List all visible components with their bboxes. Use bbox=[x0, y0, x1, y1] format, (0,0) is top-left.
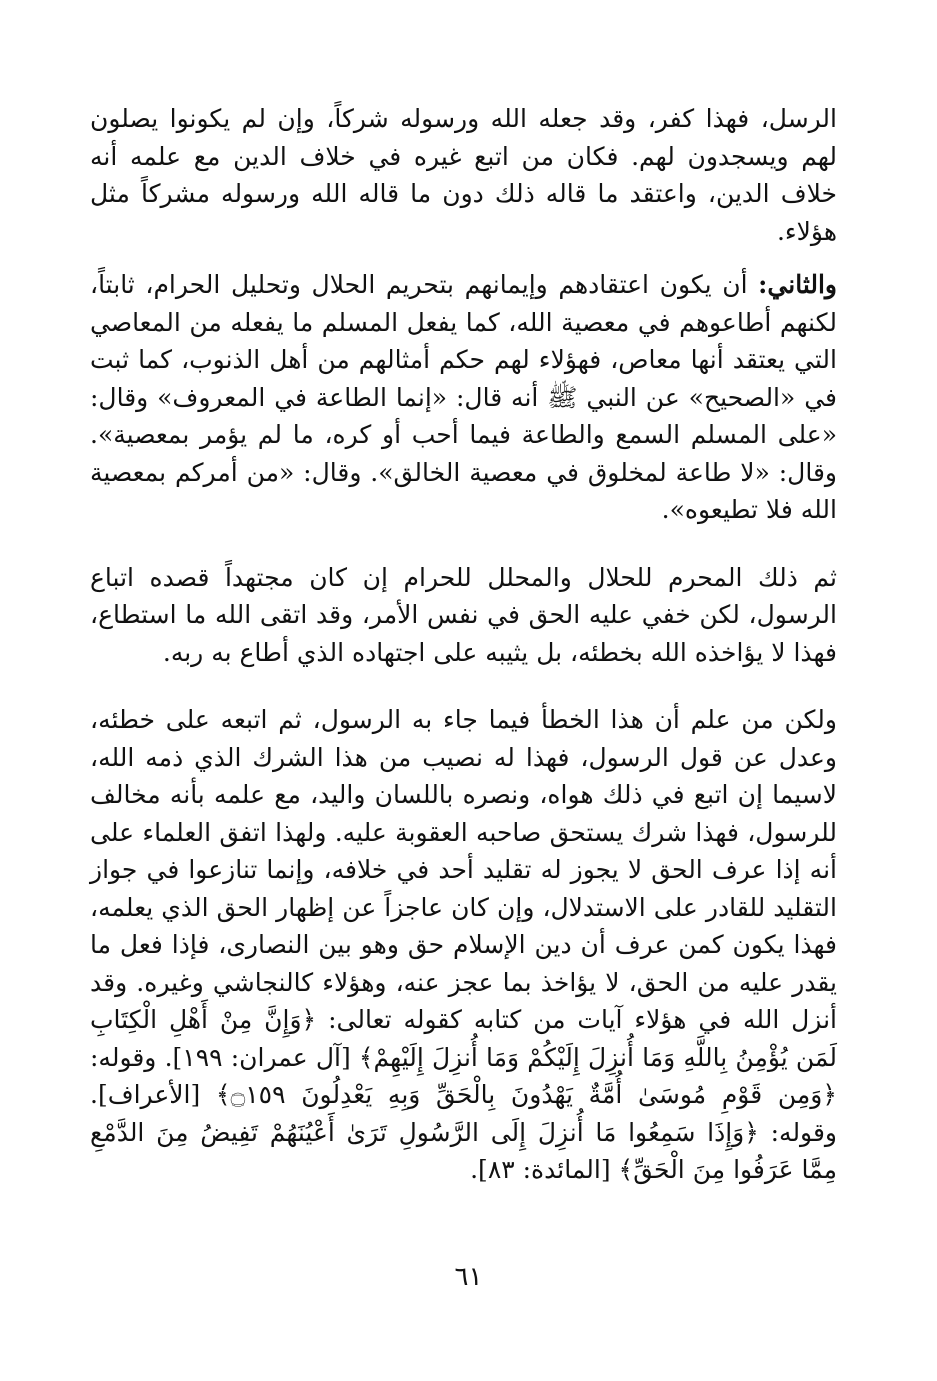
page-body bbox=[90, 100, 837, 1189]
paragraph-2-text: أن يكون اعتقادهم وإيمانهم بتحريم الحلال وتحليل الحرام، ثابتاً، لكنهم أطاعوهم في معصية الله، كما يفعل المسلم ما يفعله من المعاصي التي يعتقد أنها معاص، فهؤلاء لهم حكم أمثالهم من أهل الذنوب، كما ثبت في «الصحيح» عن النبي ﷺ أنه قال: «إنما الطاعة في المعروف» وقال: «على المسلم السمع والطاعة فيما أحب أو كره، ما لم يؤمر بمعصية». وقال: «لا طاعة لمخلوق في معصية الخالق». وقال: «من أمركم بمعصية الله فلا تطيعوه». bbox=[90, 270, 837, 524]
paragraph-2 bbox=[90, 266, 837, 529]
page-number: ٦١ bbox=[454, 1262, 483, 1292]
paragraph-1 bbox=[90, 100, 837, 250]
paragraph-4 bbox=[90, 701, 837, 1189]
paragraph-3-text: ثم ذلك المحرم للحلال والمحلل للحرام إن كان مجتهداً قصده اتباع الرسول، لكن خفي عليه الحق في نفس الأمر، وقد اتقى الله ما استطاع، فهذا لا يؤاخذه الله بخطئه، بل يثيبه على اجتهاده الذي أطاع به ربه. bbox=[90, 562, 837, 667]
paragraph-2-lead: والثاني: bbox=[758, 270, 837, 299]
paragraph-3 bbox=[90, 559, 837, 672]
paragraph-1-text: الرسل، فهذا كفر، وقد جعله الله ورسوله شركاً، وإن لم يكونوا يصلون لهم ويسجدون لهم. فكان من اتبع غيره في خلاف الدين مع علمه أنه خلاف الدين، واعتقد ما قاله ذلك دون ما قاله الله ورسوله مشركاً مثل هؤلاء. bbox=[90, 104, 837, 246]
paragraph-4-text: ولكن من علم أن هذا الخطأ فيما جاء به الرسول، ثم اتبعه على خطئه، وعدل عن قول الرسول، فهذا له نصيب من هذا الشرك الذي ذمه الله، لاسيما إن اتبع في ذلك هواه، ونصره باللسان واليد، مع علمه بأنه مخالف للرسول، فهذا شرك يستحق صاحبه العقوبة عليه. ولهذا اتفق العلماء على أنه إذا عرف الحق لا يجوز له تقليد أحد في خلافه، وإنما تنازعوا في جواز التقليد للقادر على الاستدلال، وإن كان عاجزاً عن إظهار الحق الذي يعلمه، فهذا يكون كمن عرف أن دين الإسلام حق وهو بين النصارى، فإذا فعل ما يقدر عليه من الحق، لا يؤاخذ بما عجز عنه، وهؤلاء كالنجاشي وغيره. وقد أنزل الله في هؤلاء آيات من كتابه كقوله تعالى: ﴿وَإِنَّ مِنْ أَهْلِ الْكِتَابِ لَمَن يُؤْمِنُ بِاللَّهِ وَمَا أُنزِلَ إِلَيْكُمْ وَمَا أُنزِلَ إِلَيْهِمْ﴾ [آل عمران: ١٩٩]. وقوله: ﴿وَمِن قَوْمِ مُوسَىٰ أُمَّةٌ يَهْدُونَ بِالْحَقِّ وَبِهِ يَعْدِلُونَ ۝١٥٩﴾ [الأعراف]. وقوله: ﴿وَإِذَا سَمِعُوا مَا أُنزِلَ إِلَى الرَّسُولِ تَرَىٰ أَعْيُنَهُمْ تَفِيضُ مِنَ الدَّمْعِ مِمَّا عَرَفُوا مِنَ الْحَقِّ﴾ [المائدة: ٨٣]. bbox=[90, 705, 838, 1184]
